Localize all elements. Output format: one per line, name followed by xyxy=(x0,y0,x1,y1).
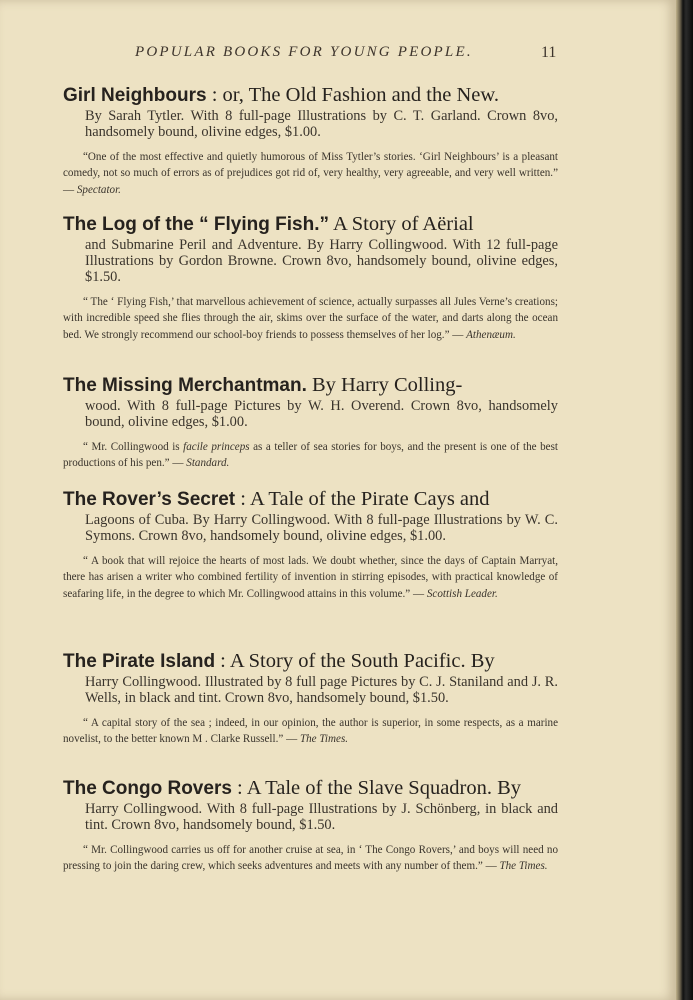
quote-text: “ The ‘ Flying Fish,’ that marvellous achievement of science, actually surpasses all Jules Verne’s creations; with incredible speed she flies through the air, skims over the surface of the water, and darts along the ocean bed. We strongly recommend our school-boy friends to possess themselves of her log.” — xyxy=(63,296,558,341)
book-title-line xyxy=(63,213,558,236)
book-title: The Missing Merchantman. xyxy=(63,375,307,396)
quote-text-end: as a teller of sea stories for boys, and the present is one of the best productions of his pen.” — xyxy=(63,441,558,470)
book-description: Harry Collingwood. With 8 full-page Illustrations by J. Schönberg, in black and tint. Crown 8vo, handsomely bound, $1.50. xyxy=(85,801,558,833)
book-title: The Congo Rovers xyxy=(63,778,232,799)
quote-source: Athenæum. xyxy=(466,328,516,341)
book-description: and Submarine Peril and Adventure. By Harry Collingwood. With 12 full-page Illustrations by Gordon Browne. Crown 8vo, handsomely bound, olivine edges, $1.50. xyxy=(85,237,558,285)
quote-source: Spectator. xyxy=(76,183,121,196)
quote-source: The Times. xyxy=(299,733,349,746)
quote-text: “ A book that will rejoice the hearts of most lads. We doubt whether, since the days of Captain Marryat, there has arisen a writer who combined fertility of invention in stirring episodes, with practical knowledge of seafaring life, in the degree to which Mr. Collingwood attains in this volume.” — xyxy=(63,555,558,600)
quote-text: “One of the most effective and quietly humorous of Miss Tytler’s stories. ‘Girl Neighbours’ is a pleasant comedy, not so much of errors as of prejudices got rid of, very healthy, very agreeable, and very well written.” — xyxy=(63,151,558,196)
quote-source: The Times. xyxy=(499,860,548,873)
quote-source: Scottish Leader. xyxy=(426,587,498,600)
book-entry-girl-neighbours xyxy=(63,84,558,198)
review-quote xyxy=(63,842,558,875)
book-description: Lagoons of Cuba. By Harry Collingwood. With 8 full-page Illustrations by W. C. Symons. Crown 8vo, handsomely bound, olivine edges, $1.00. xyxy=(85,512,558,544)
review-quote xyxy=(63,149,558,198)
book-page-edge xyxy=(676,0,693,1000)
book-title: The Rover’s Secret xyxy=(63,489,236,510)
book-subtitle: A Story of Aërial xyxy=(332,213,474,235)
book-subtitle: By Harry Colling- xyxy=(312,374,463,396)
review-quote xyxy=(63,553,558,602)
page-number: 11 xyxy=(541,44,557,61)
book-title-line xyxy=(63,374,558,397)
book-entry-missing-merchantman xyxy=(63,374,558,472)
quote-text: “ Mr. Collingwood carries us off for another cruise at sea, in ‘ The Congo Rovers,’ and boys will need no pressing to join the daring crew, which seeks adventures and meets with any number of them.” — xyxy=(63,844,558,873)
quote-source: Standard. xyxy=(186,457,230,470)
book-entry-rovers-secret xyxy=(63,488,558,602)
book-entry-flying-fish xyxy=(63,213,558,343)
book-subtitle: : or, The Old Fashion and the New. xyxy=(211,84,499,106)
book-entry-congo-rovers xyxy=(63,777,558,875)
book-title: Girl Neighbours xyxy=(63,85,207,106)
book-description: By Sarah Tytler. With 8 full-page Illustrations by C. T. Garland. Crown 8vo, handsomely bound, olivine edges, $1.00. xyxy=(85,108,558,140)
quote-italic-phrase: facile princeps xyxy=(183,441,250,453)
book-subtitle: : A Tale of the Pirate Cays and xyxy=(240,488,490,510)
book-title: The Log of the “ Flying Fish.” xyxy=(63,214,329,235)
book-subtitle: : A Story of the South Pacific. By xyxy=(220,650,495,672)
book-description: wood. With 8 full-page Pictures by W. H. Overend. Crown 8vo, handsomely bound, olivine edges, $1.00. xyxy=(85,398,558,430)
book-title-line xyxy=(63,488,558,511)
quote-text-start: “ Mr. Collingwood is xyxy=(83,441,180,453)
book-title-line xyxy=(63,650,558,673)
review-quote xyxy=(63,715,558,748)
book-description: Harry Collingwood. Illustrated by 8 full page Pictures by C. J. Staniland and J. R. Wells, in black and tint. Crown 8vo, handsomely bound, $1.50. xyxy=(85,674,558,706)
quote-text: “ A capital story of the sea ; indeed, in our opinion, the author is superior, in some respects, as a marine novelist, to the better known M . Clarke Russell.” — xyxy=(63,717,558,746)
book-title-line xyxy=(63,84,558,107)
book-entry-pirate-island xyxy=(63,650,558,748)
running-title: POPULAR BOOKS FOR YOUNG PEOPLE. xyxy=(135,44,473,60)
review-quote xyxy=(63,439,558,472)
book-subtitle: : A Tale of the Slave Squadron. By xyxy=(237,777,522,799)
review-quote xyxy=(63,294,558,343)
book-title-line xyxy=(63,777,558,800)
book-title: The Pirate Island xyxy=(63,651,216,672)
